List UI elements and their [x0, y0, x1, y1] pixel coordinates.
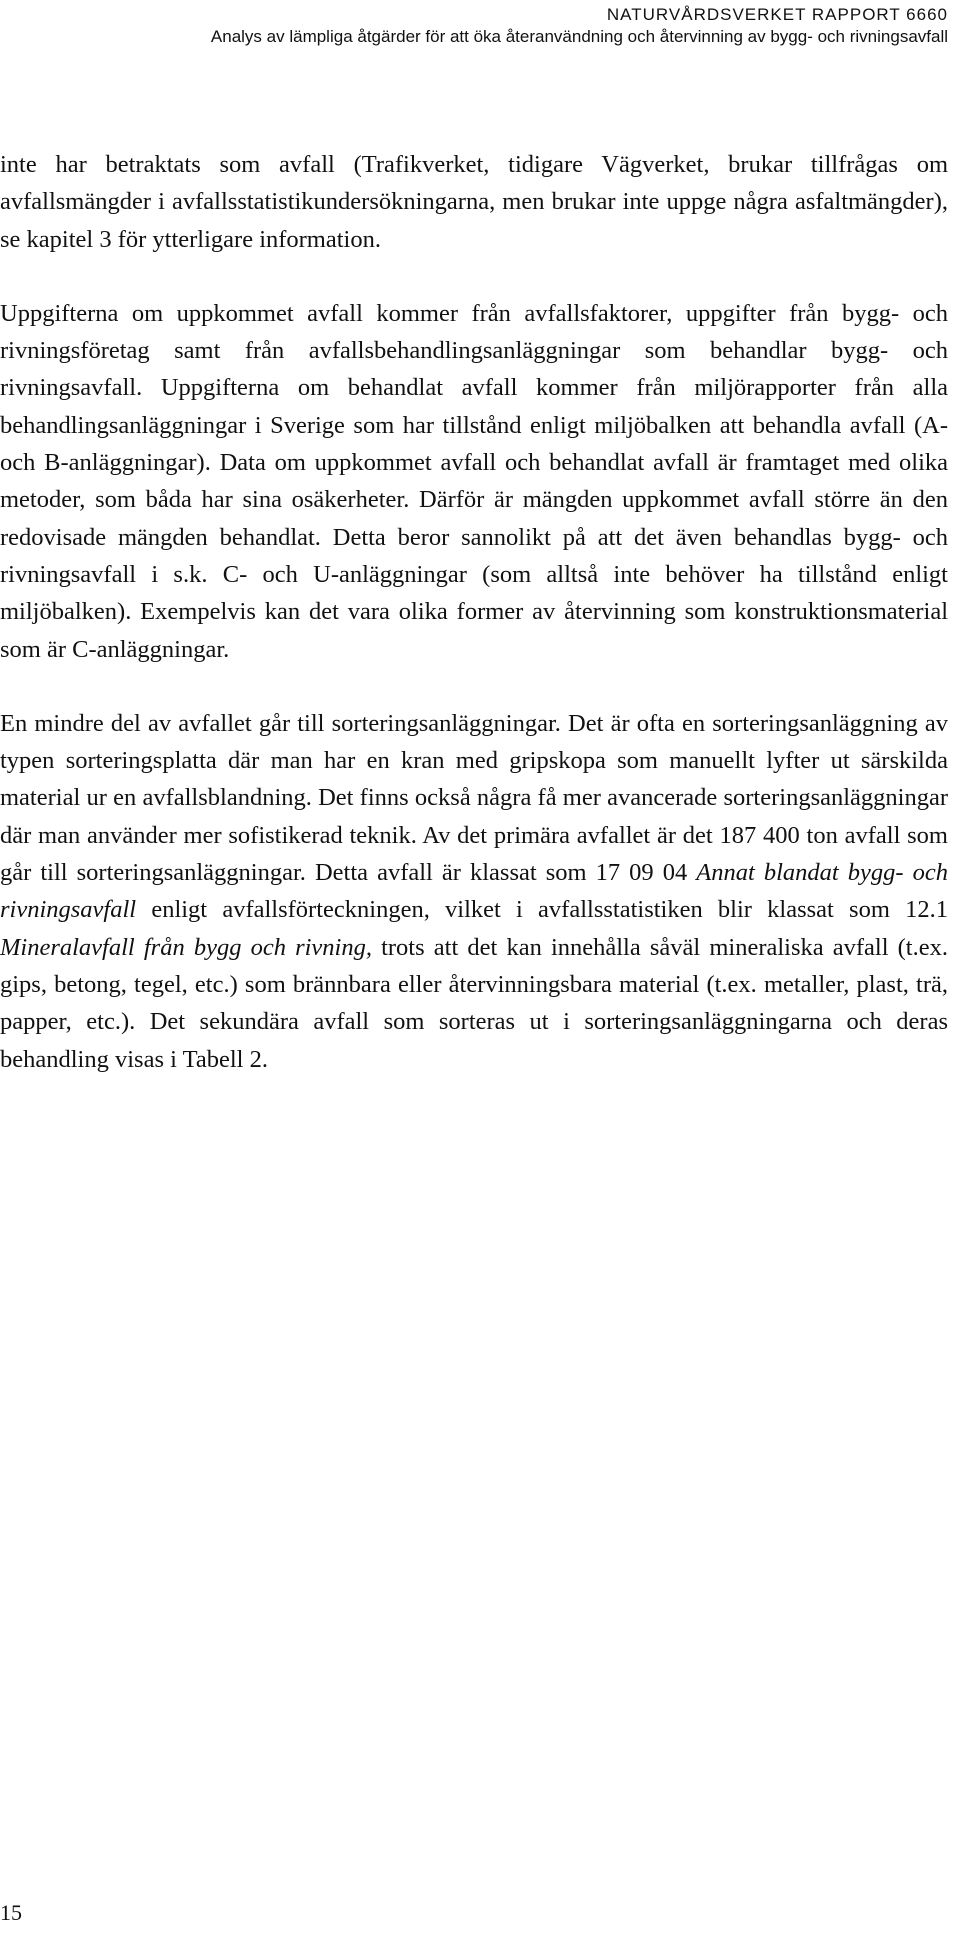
page-number: 15 [0, 1900, 22, 1925]
report-title: NATURVÅRDSVERKET RAPPORT 6660 [606, 5, 948, 24]
body-text [0, 146, 948, 1115]
paragraph-3-text-1: En mindre del av avfallet går till sorteringsanläggningar. Det är ofta en sorteringsanläggning av typen sorteringsplatta där man har en kran med gripskopa som manuellt lyfter ut särskilda material ur en avfallsblandning. Det finns också några få mer avancerade sorteringsanläggningar där man använder mer sofistikerad teknik. Av det primära avfallet är det 187 400 ton avfall som går till sorteringsanläggningar. Detta avfall är klassat som 17 09 04 [0, 709, 948, 887]
paragraph-3-italic-1: Annat blandat bygg- och rivningsavfall [0, 859, 949, 924]
paragraph-3-text-3: trots att det kan innehålla såväl mineraliska avfall (t.ex. gips, betong, tegel, etc.) som brännbara eller återvinningsbara material (t.ex. metaller, plast, trä, papper, etc.). Det sekundära avfall som sorteras ut i sorteringsanläggningarna och deras behandling visas i Tabell 2. [0, 933, 948, 1073]
report-subtitle: Analys av lämpliga åtgärder för att öka återanvändning och återvinning av bygg- och rivningsavfall [210, 27, 948, 46]
page-header [211, 4, 948, 48]
paragraph-3-italic-2: Mineralavfall från bygg och rivning, [0, 933, 372, 961]
paragraph-3-text-2: enligt avfallsförteckningen, vilket i avfallsstatistiken blir klassat som 12.1 [136, 896, 948, 924]
paragraph-2: Uppgifterna om uppkommet avfall kommer från avfallsfaktorer, uppgifter från bygg- och rivningsföretag samt från avfallsbehandlingsanläggningar som behandlar bygg- och rivningsavfall. Uppgifterna om behandlat avfall kommer från miljörapporter från alla behandlingsanläggningar i Sverige som har tillstånd enligt miljöbalken att behandla avfall (A- och B-anläggningar). Data om uppkommet avfall och behandlat avfall är framtaget med olika metoder, som båda har sina osäkerheter. Därför är mängden uppkommet avfall större än den redovisade mängden behandlat. Detta beror sannolikt på att det även behandlas bygg- och rivningsavfall i s.k. C- och U-anläggningar (som alltså inte behöver ha tillstånd enligt miljöbalken). Exempelvis kan det vara olika former av återvinning som konstruktionsmaterial som är C-anläggningar. [0, 299, 948, 663]
paragraph-1: inte har betraktats som avfall (Trafikverket, tidigare Vägverket, brukar tillfrågas om avfallsmängder i avfallsstatistikundersökningarna, men brukar inte uppge några asfaltmängder), se kapitel 3 för ytterligare information. [0, 151, 948, 253]
paragraph-3 [0, 705, 948, 1078]
